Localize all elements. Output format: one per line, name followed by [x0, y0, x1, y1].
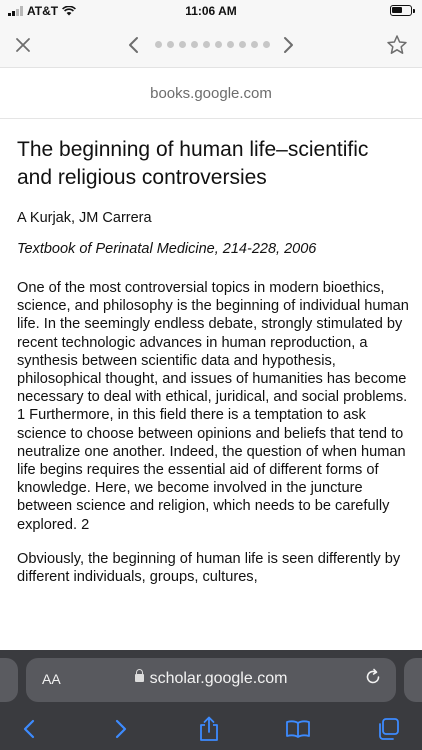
- bookmarks-button[interactable]: [283, 714, 313, 744]
- forward-button[interactable]: [106, 714, 136, 744]
- book-icon: [285, 719, 311, 739]
- url-display[interactable]: [26, 670, 396, 688]
- article-content: [17, 136, 409, 586]
- browser-nav-row: [0, 712, 422, 746]
- status-bar: [0, 0, 422, 22]
- tabs-icon: [376, 717, 400, 741]
- address-bar[interactable]: [26, 658, 396, 702]
- page-dots: [155, 41, 270, 48]
- article-paragraph: Obviously, the beginning of human life is seen differently by different individuals, groups, cultures,: [17, 550, 401, 586]
- top-toolbar: [0, 22, 422, 68]
- page-dot: [215, 41, 222, 48]
- chevron-right-icon: [283, 36, 295, 54]
- divider: [0, 118, 422, 119]
- chevron-right-icon: [114, 718, 128, 740]
- aa-label: AA: [42, 671, 61, 687]
- close-icon: [15, 37, 31, 53]
- article-authors: A Kurjak, JM Carrera: [17, 210, 152, 226]
- lock-icon: [135, 674, 144, 682]
- page-dot: [179, 41, 186, 48]
- article-title: The beginning of human life–scientific and religious controversies: [17, 138, 369, 189]
- previous-tab-pill[interactable]: [0, 658, 18, 702]
- chevron-left-icon: [22, 718, 36, 740]
- star-button[interactable]: [382, 30, 412, 60]
- next-tab-pill[interactable]: [404, 658, 422, 702]
- source-domain: books.google.com: [150, 85, 272, 102]
- close-button[interactable]: [8, 30, 38, 60]
- next-result-button[interactable]: [274, 30, 304, 60]
- chevron-left-icon: [127, 36, 139, 54]
- page-dot: [251, 41, 258, 48]
- page-dot: [263, 41, 270, 48]
- reload-icon: [364, 668, 382, 686]
- article-source: Textbook of Perinatal Medicine, 214-228, 2006: [17, 241, 317, 257]
- share-button[interactable]: [194, 714, 224, 744]
- page-dot: [239, 41, 246, 48]
- share-icon: [198, 716, 220, 742]
- back-button[interactable]: [14, 714, 44, 744]
- previous-result-button[interactable]: [118, 30, 148, 60]
- status-time: 11:06 AM: [185, 4, 237, 18]
- page-dot: [155, 41, 162, 48]
- article-paragraph: One of the most controversial topics in modern bioethics, science, and philosophy is the beginning of individual human life. In the seemingly endless debate, strongly stimulated by recent technologic advances in human reproduction, a synthesis between scientific data and hypothesis, philosophical thought, and issues of humanities has become necessary to deal with ethical, juridical, and social problems. 1 Furthermore, in this field there is a temptation to ask science to choose between opinions and beliefs that tend to neutralize one another. Indeed, the question of when human life begins requires the essential aid of different forms of knowledge. Here, we become involved in the juncture between science and religion, which needs to be carefully explored. 2: [17, 280, 409, 533]
- page-dot: [203, 41, 210, 48]
- page-dot: [167, 41, 174, 48]
- battery-icon: [390, 5, 412, 16]
- carrier-label: AT&T: [27, 4, 59, 18]
- tabs-button[interactable]: [373, 714, 403, 744]
- star-icon: [386, 34, 408, 56]
- url-text: scholar.google.com: [149, 670, 288, 687]
- page-dot: [227, 41, 234, 48]
- page-dot: [191, 41, 198, 48]
- reload-button[interactable]: [364, 668, 382, 691]
- browser-bottom-bar: [0, 650, 422, 750]
